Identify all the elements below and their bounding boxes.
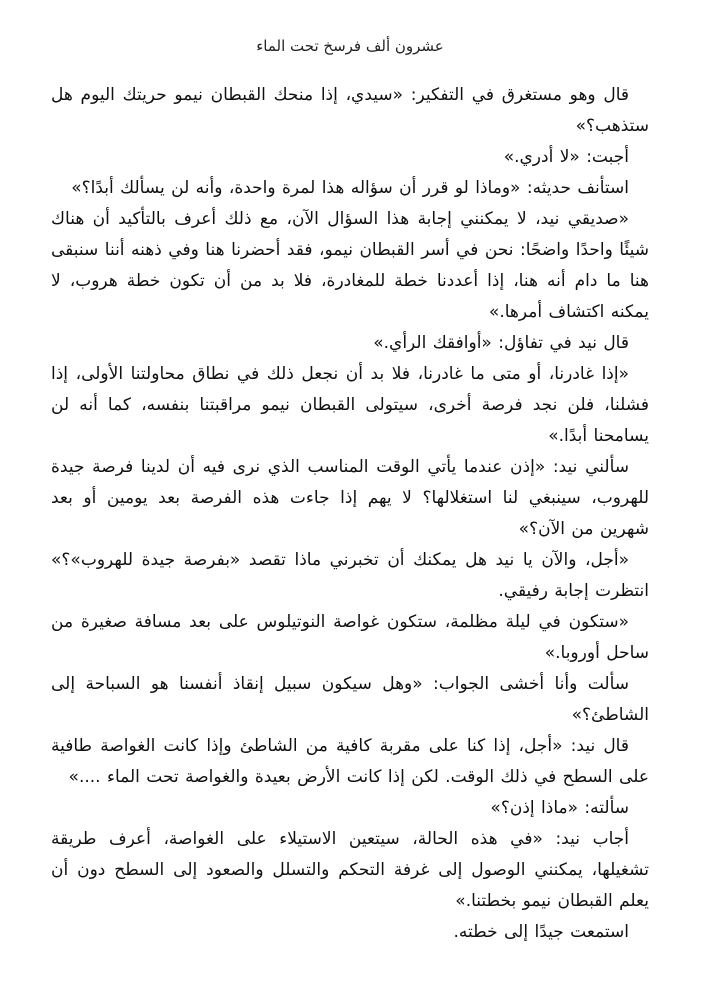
paragraph: «ستكون في ليلة مظلمة، ستكون غواصة النوتيلوس على بعد مسافة صغيرة من ساحل أوروبا.» (51, 612, 649, 663)
paragraph: «إذا غادرنا، أو متى ما غادرنا، فلا بد أن نجعل ذلك في نطاق محاولتنا الأولى، إذا فشلنا، فلن نجد فرصة أخرى، سيتولى القبطان نيمو مراقبتنا بنفسه، كما أنه لن يسامحنا أبدًا.» (51, 364, 649, 446)
paragraph: أجاب نيد: «في هذه الحالة، سيتعين الاستيلاء على الغواصة، أعرف طريقة تشغيلها، يمكنني الوصول إلى غرفة التحكم والتسلل والصعود إلى السطح دون أن يعلم القبطان نيمو بخطتنا.» (51, 829, 649, 911)
paragraph: «أجل، والآن يا نيد هل يمكنك أن تخبرني ماذا تقصد «بفرصة جيدة للهروب»؟» انتظرت إجابة رفيقي. (51, 550, 649, 601)
paragraph: استمعت جيدًا إلى خطته. (453, 922, 629, 942)
paragraph: قال نيد في تفاؤل: «أوافقك الرأي.» (373, 333, 629, 353)
paragraph: قال نيد: «أجل، إذا كنا على مقربة كافية من الشاطئ وإذا كانت الغواصة طافية على السطح في ذلك الوقت. لكن إذا كانت الأرض بعيدة والغواصة تحت الماء ....» (51, 736, 649, 787)
paragraph: سألته: «ماذا إذن؟» (490, 798, 629, 818)
running-header: عشرون ألف فرسخ تحت الماء (256, 37, 444, 55)
paragraph: سألني نيد: «إذن عندما يأتي الوقت المناسب الذي نرى فيه أن لدينا فرصة جيدة للهروب، سينبغي لنا استغلالها؟ لا يهم إذا جاءت هذه الفرصة بعد يومين أو بعد شهرين من الآن؟» (51, 457, 649, 539)
paragraph: استأنف حديثه: «وماذا لو قرر أن سؤاله هذا لمرة واحدة، وأنه لن يسألك أبدًا؟» (71, 178, 629, 198)
paragraph: قال وهو مستغرق في التفكير: «سيدي، إذا منحك القبطان نيمو حريتك اليوم هل ستذهب؟» (51, 85, 649, 136)
paragraph: أجبت: «لا أدري.» (503, 147, 629, 167)
paragraph: «صديقي نيد، لا يمكنني إجابة هذا السؤال الآن، مع ذلك أعرف بالتأكيد أن هناك شيئًا واحدًا واضحًا: نحن في أسر القبطان نيمو، فقد أحضرنا هنا وفي ذهنه أننا سنبقى هنا ما دام أنه هنا، إذا أعددنا خطة للمغادرة، فلا بد من أن تكون خطة هروب، لا يمكنه اكتشاف أمرها.» (51, 209, 649, 322)
paragraph: سألت وأنا أخشى الجواب: «وهل سيكون سبيل إنقاذ أنفسنا هو السباحة إلى الشاطئ؟» (51, 674, 649, 725)
body-text (51, 80, 649, 948)
